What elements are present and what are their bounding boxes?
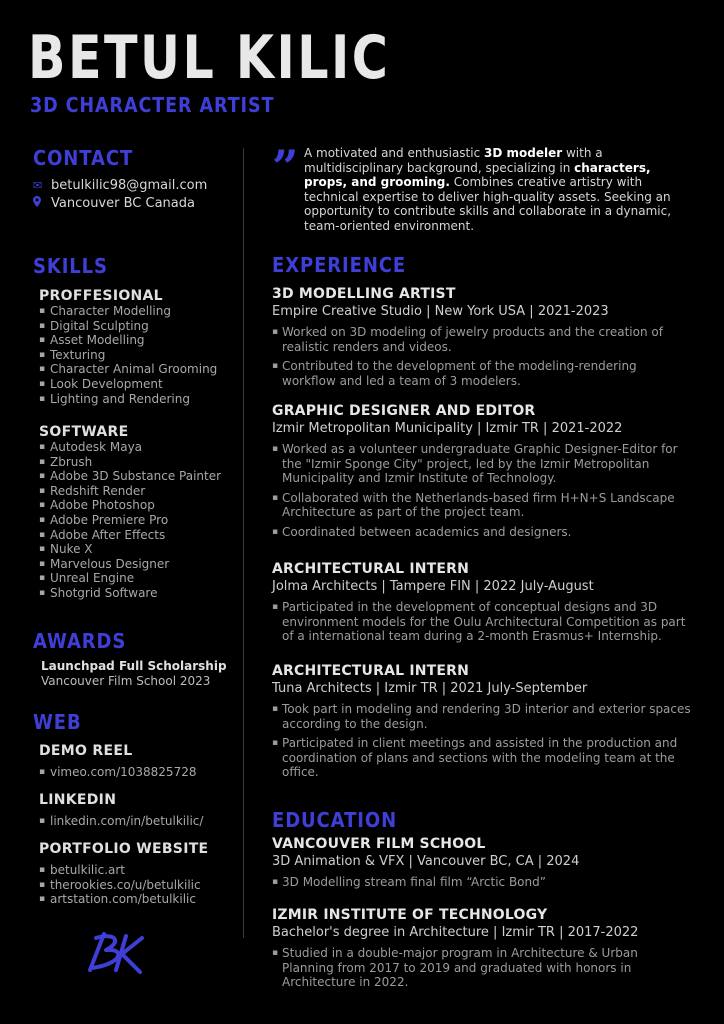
software-item: ▪ Adobe After Effects <box>39 528 221 543</box>
demo-reel-title: DEMO REEL <box>39 743 133 759</box>
skill-item: ▪ Digital Sculpting <box>39 319 217 334</box>
award-entry <box>41 659 227 689</box>
skills-software <box>39 424 221 601</box>
skills-title: SKILLS <box>33 254 108 278</box>
bullet-item: ▪ Coordinated between academics and designers. <box>272 525 692 540</box>
portfolio-link[interactable]: ▪ artstation.com/betulkilic <box>39 892 208 907</box>
job-entry-title: 3D MODELLING ARTIST <box>272 286 456 302</box>
email-icon: ✉ <box>33 178 43 192</box>
web-demo <box>39 743 196 780</box>
contact-location-row <box>33 194 207 212</box>
job-entry-company: Jolma Architects | Tampere FIN | 2022 July-August <box>272 579 594 594</box>
job-entry-company: Izmir Metropolitan Municipality | Izmir TR | 2021-2022 <box>272 421 623 436</box>
software-item: ▪ Nuke X <box>39 542 221 557</box>
summary <box>272 140 692 234</box>
contact-email-row[interactable] <box>33 176 207 194</box>
software-item: ▪ Marvelous Designer <box>39 557 221 572</box>
quote-icon: ” <box>272 140 299 194</box>
software-item: ▪ Shotgrid Software <box>39 586 221 601</box>
software-skill-list <box>39 440 221 601</box>
linkedin-title: LINKEDIN <box>39 792 117 808</box>
software-item: ▪ Adobe Premiere Pro <box>39 513 221 528</box>
skill-item: ▪ Lighting and Rendering <box>39 392 217 407</box>
job-entry-company: Tuna Architects | Izmir TR | 2021 July-September <box>272 681 588 696</box>
education-title: EDUCATION <box>272 808 398 832</box>
bullet-item: ▪ Studied in a double-major program in Architecture & Urban Planning from 2017 to 2019 and graduated with honors in Architecture in 2022. <box>272 946 692 990</box>
job-entry-company: Empire Creative Studio | New York USA | 2021-2023 <box>272 304 609 319</box>
job-entry-title: ARCHITECTURAL INTERN <box>272 561 470 577</box>
school-entry-title: IZMIR INSTITUTE OF TECHNOLOGY <box>272 907 548 923</box>
software-item: ▪ Adobe 3D Substance Painter <box>39 469 221 484</box>
demo-reel-link[interactable]: ▪ vimeo.com/1038825728 <box>39 765 196 780</box>
resume-role: 3D CHARACTER ARTIST <box>30 93 275 117</box>
column-divider <box>243 148 244 938</box>
bullet-item: ▪ Participated in the development of conceptual designs and 3D environment models for the Oulu Architectural Competition as part of a international team during a 2-month Erasmus+ Internship. <box>272 600 692 644</box>
job-entry <box>272 403 692 540</box>
job-entry-bullets <box>272 442 692 540</box>
school-entry-title: VANCOUVER FILM SCHOOL <box>272 836 486 852</box>
web-portfolio <box>39 841 208 907</box>
software-item: ▪ Adobe Photoshop <box>39 498 221 513</box>
bullet-item: ▪ 3D Modelling stream final film “Arctic Bond” <box>272 875 692 890</box>
web-title: WEB <box>33 710 82 734</box>
resume-name: BETUL KILIC <box>28 23 391 93</box>
award-org: Vancouver Film School 2023 <box>41 674 211 688</box>
web-linkedin <box>39 792 203 829</box>
job-entry-bullets <box>272 325 692 388</box>
bullet-item: ▪ Collaborated with the Netherlands-based firm H+N+S Landscape Architecture as part of the project team. <box>272 491 692 520</box>
job-entry <box>272 286 692 388</box>
school-entry-bullets <box>272 875 692 890</box>
school-entry <box>272 907 692 990</box>
summary-text: A motivated and enthusiastic 3D modeler with a multidisciplinary background, specializing in characters, props, and grooming. Combines creative artistry with technical expertise to deliver high-quality assets. Seeking an opportunity to contribute skills and collaborate in a dynamic, team-oriented environment. <box>304 146 672 233</box>
software-item: ▪ Zbrush <box>39 455 221 470</box>
bullet-item: ▪ Contributed to the development of the modeling-rendering workflow and led a team of 3 modelers. <box>272 359 692 388</box>
job-entry-bullets <box>272 600 692 644</box>
skills-professional <box>39 288 217 406</box>
bullet-item: ▪ Worked on 3D modeling of jewelry products and the creation of realistic renders and videos. <box>272 325 692 354</box>
award-name: Launchpad Full Scholarship <box>41 659 227 673</box>
job-entry <box>272 663 692 780</box>
portfolio-link-list <box>39 863 208 907</box>
job-entry-title: GRAPHIC DESIGNER AND EDITOR <box>272 403 536 419</box>
signature-logo <box>82 930 152 976</box>
portfolio-link[interactable]: ▪ betulkilic.art <box>39 863 208 878</box>
school-entry-degree: Bachelor's degree in Architecture | Izmir TR | 2017-2022 <box>272 925 639 940</box>
location-pin-icon <box>33 196 51 210</box>
school-entry-degree: 3D Animation & VFX | Vancouver BC, CA | 2024 <box>272 854 580 869</box>
bullet-item: ▪ Participated in client meetings and assisted in the production and coordination of plans and sections with the modeling team at the office. <box>272 736 692 780</box>
skills-professional-title: PROFFESIONAL <box>39 288 163 304</box>
school-entry-bullets <box>272 946 692 990</box>
experience-title: EXPERIENCE <box>272 253 407 277</box>
job-entry <box>272 561 692 644</box>
contact-list <box>33 176 207 212</box>
job-entry-title: ARCHITECTURAL INTERN <box>272 663 470 679</box>
job-entry-bullets <box>272 702 692 780</box>
professional-skill-list <box>39 304 217 406</box>
linkedin-link[interactable]: ▪ linkedin.com/in/betulkilic/ <box>39 814 203 829</box>
software-item: ▪ Redshift Render <box>39 484 221 499</box>
contact-location: Vancouver BC Canada <box>51 195 195 211</box>
bullet-item: ▪ Took part in modeling and rendering 3D interior and exterior spaces according to the design. <box>272 702 692 731</box>
skills-software-title: SOFTWARE <box>39 424 129 440</box>
skill-item: ▪ Asset Modelling <box>39 333 217 348</box>
portfolio-title: PORTFOLIO WEBSITE <box>39 841 209 857</box>
bullet-item: ▪ Worked as a volunteer undergraduate Graphic Designer-Editor for the "Izmir Sponge City" project, led by the Izmir Metropolitan Municipality and Izmir Institute of Technology. <box>272 442 692 486</box>
contact-title: CONTACT <box>33 146 134 170</box>
portfolio-link[interactable]: ▪ therookies.co/u/betulkilic <box>39 878 208 893</box>
school-entry <box>272 836 692 890</box>
awards-title: AWARDS <box>33 629 127 653</box>
software-item: ▪ Unreal Engine <box>39 571 221 586</box>
skill-item: ▪ Character Animal Grooming <box>39 362 217 377</box>
skill-item: ▪ Texturing <box>39 348 217 363</box>
skill-item: ▪ Look Development <box>39 377 217 392</box>
contact-email[interactable]: betulkilic98@gmail.com <box>51 177 208 193</box>
software-item: ▪ Autodesk Maya <box>39 440 221 455</box>
skill-item: ▪ Character Modelling <box>39 304 217 319</box>
